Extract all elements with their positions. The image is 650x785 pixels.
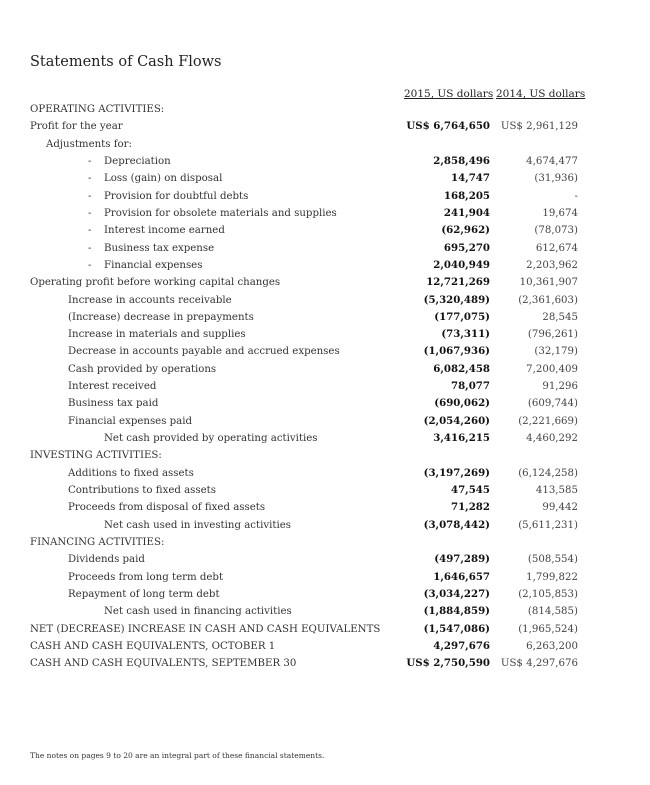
table-row [0, 395, 650, 412]
value-2015: (177,075) [434, 310, 490, 323]
value-2015: 71,282 [451, 501, 490, 514]
row-label: Net cash provided by operating activities [104, 433, 318, 445]
row-label: Cash provided by operations [68, 363, 217, 375]
value-2014: (1,965,524) [518, 623, 578, 635]
row-label: Increase in accounts receivable [68, 294, 232, 306]
row-label: Net cash used in investing activities [104, 519, 291, 531]
table-row [0, 101, 650, 118]
row-label: Decrease in accounts payable and accrued expenses [68, 346, 340, 358]
table-row [0, 430, 650, 447]
table-row [0, 222, 650, 239]
value-2015: 1,646,657 [433, 570, 490, 583]
table-row [0, 586, 650, 603]
table-row [0, 551, 650, 568]
value-2015: 47,545 [451, 484, 490, 497]
table-row [0, 603, 650, 620]
row-label: CASH AND CASH EQUIVALENTS, SEPTEMBER 30 [30, 658, 297, 670]
value-2015: (690,062) [434, 397, 490, 410]
table-row [0, 153, 650, 170]
table-row [0, 655, 650, 672]
table-row [0, 465, 650, 482]
value-2015: 12,721,269 [426, 276, 490, 289]
row-label: Financial expenses paid [68, 415, 193, 427]
value-2014: (796,261) [527, 329, 578, 341]
table-row [0, 188, 650, 205]
value-2014: (32,179) [534, 346, 578, 358]
value-2014: (2,105,853) [518, 588, 578, 600]
row-label: INVESTING ACTIVITIES: [30, 450, 162, 462]
value-2014: 4,674,477 [526, 155, 578, 167]
value-2015: (3,034,227) [423, 587, 490, 600]
value-2015: (1,547,086) [423, 622, 490, 635]
row-label: Increase in materials and supplies [68, 329, 246, 341]
table-row [0, 136, 650, 153]
table-row [0, 257, 650, 274]
table-row [0, 569, 650, 586]
table-row [0, 118, 650, 135]
row-label: (Increase) decrease in prepayments [68, 311, 254, 323]
value-2014: 28,545 [542, 311, 578, 323]
table-row [0, 621, 650, 638]
table-row [0, 499, 650, 516]
value-2015: (3,197,269) [423, 466, 490, 479]
list-dash: - [88, 173, 92, 185]
list-dash: - [88, 155, 92, 167]
table-row [0, 292, 650, 309]
value-2014: 2,203,962 [526, 259, 578, 271]
value-2015: 3,416,215 [433, 432, 490, 445]
row-label: Adjustments for: [46, 138, 132, 150]
value-2015: (2,054,260) [423, 414, 490, 427]
row-label: Provision for doubtful debts [104, 190, 249, 202]
list-dash: - [88, 207, 92, 219]
table-row [0, 205, 650, 222]
value-2015: 6,082,458 [433, 362, 490, 375]
row-label: Business tax expense [104, 242, 215, 254]
value-2015: 241,904 [443, 206, 490, 219]
value-2015: (497,289) [434, 553, 490, 566]
value-2015: 14,747 [451, 172, 490, 185]
row-label: Repayment of long term debt [68, 588, 220, 600]
table-row [0, 361, 650, 378]
value-2015: 2,858,496 [433, 154, 490, 167]
value-2014: 4,460,292 [526, 433, 578, 445]
value-2014: (2,361,603) [518, 294, 578, 306]
table-row [0, 378, 650, 395]
table-row [0, 326, 650, 343]
value-2015: 78,077 [451, 380, 490, 393]
row-label: Interest received [68, 381, 157, 393]
footnote: The notes on pages 9 to 20 are an integral part of these financial statements. [30, 751, 325, 760]
row-label: Provision for obsolete materials and supplies [104, 207, 337, 219]
table-row [0, 170, 650, 187]
value-2015: 2,040,949 [433, 258, 490, 271]
value-2014: (508,554) [527, 554, 578, 566]
row-label: Profit for the year [30, 121, 123, 133]
row-label: Proceeds from disposal of fixed assets [68, 502, 266, 514]
value-2014: (5,611,231) [518, 519, 578, 531]
list-dash: - [88, 242, 92, 254]
column-header-2015: 2015, US dollars [404, 88, 494, 100]
table-row [0, 274, 650, 291]
value-2014: - [574, 190, 578, 202]
value-2014: 612,674 [535, 242, 578, 254]
value-2015: US$ 2,750,590 [406, 657, 490, 670]
value-2014: (814,585) [527, 606, 578, 618]
value-2015: (1,067,936) [423, 345, 490, 358]
value-2014: US$ 2,961,129 [500, 121, 578, 133]
row-label: Net cash used in financing activities [104, 606, 292, 618]
value-2014: (78,073) [534, 225, 578, 237]
row-label: Contributions to fixed assets [68, 485, 216, 497]
value-2015: 168,205 [443, 189, 490, 202]
row-label: Loss (gain) on disposal [104, 173, 223, 185]
value-2014: (31,936) [534, 173, 578, 185]
list-dash: - [88, 225, 92, 237]
value-2014: 7,200,409 [526, 363, 578, 375]
row-label: NET (DECREASE) INCREASE IN CASH AND CASH EQUIVALENTS [30, 623, 381, 635]
row-label: Proceeds from long term debt [68, 571, 224, 583]
row-label: Financial expenses [104, 259, 203, 271]
table-row [0, 413, 650, 430]
list-dash: - [88, 190, 92, 202]
value-2015: (73,311) [441, 328, 490, 341]
table-row [0, 309, 650, 326]
value-2014: 19,674 [542, 207, 578, 219]
value-2015: (5,320,489) [423, 293, 490, 306]
row-label: Additions to fixed assets [68, 467, 194, 479]
value-2015: (1,884,859) [423, 605, 490, 618]
table-row [0, 447, 650, 464]
row-label: CASH AND CASH EQUIVALENTS, OCTOBER 1 [30, 640, 276, 652]
value-2014: 413,585 [535, 485, 578, 497]
value-2014: 1,799,822 [526, 571, 578, 583]
value-2014: (609,744) [527, 398, 578, 410]
row-label: Business tax paid [68, 398, 159, 410]
table-row [0, 534, 650, 551]
row-label: FINANCING ACTIVITIES: [30, 537, 165, 548]
row-label: Dividends paid [68, 554, 145, 566]
value-2014: (2,221,669) [518, 415, 578, 427]
column-header-2014: 2014, US dollars [496, 88, 586, 100]
table-row [0, 240, 650, 257]
list-dash: - [88, 259, 92, 271]
value-2014: 6,263,200 [526, 640, 578, 652]
value-2014: US$ 4,297,676 [500, 658, 578, 670]
row-label: OPERATING ACTIVITIES: [30, 104, 165, 115]
page-title: Statements of Cash Flows [30, 54, 222, 70]
table-row [0, 638, 650, 655]
value-2014: (6,124,258) [518, 467, 578, 479]
value-2014: 99,442 [542, 502, 578, 514]
value-2014: 91,296 [542, 381, 578, 393]
value-2015: 4,297,676 [433, 639, 490, 652]
row-label: Operating profit before working capital changes [30, 277, 281, 289]
table-row [0, 343, 650, 360]
table-row [0, 517, 650, 534]
table-row [0, 482, 650, 499]
value-2015: 695,270 [443, 241, 490, 254]
row-label: Depreciation [104, 155, 171, 167]
value-2015: (62,962) [441, 224, 490, 237]
row-label: Interest income earned [104, 225, 225, 237]
value-2014: 10,361,907 [519, 277, 578, 289]
value-2015: US$ 6,764,650 [406, 120, 490, 133]
value-2015: (3,078,442) [423, 518, 490, 531]
